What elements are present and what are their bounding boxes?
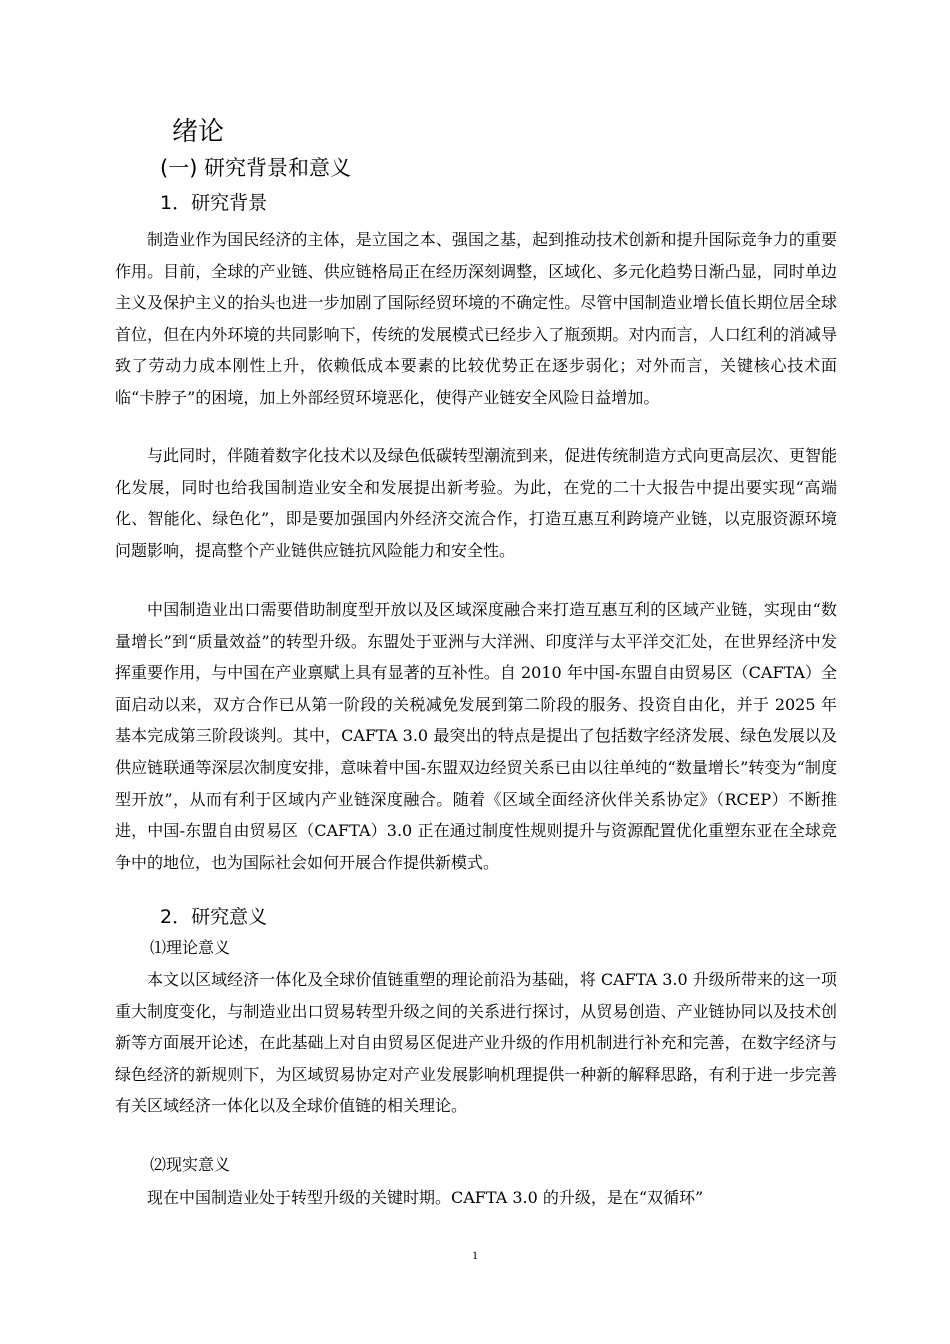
practice-heading: ⑵现实意义 [150, 1155, 231, 1174]
paragraph-background-2: 与此同时，伴随着数字化技术以及绿色低碳转型潮流到来，促进传统制造方式向更高层次、更智能化发展，同时也给我国制造业安全和发展提出新考验。为此，在党的二十大报告中提出要实现“高端化、智能化、绿色化”，即是要加强国内外经济交流合作，打造互惠互利跨境产业链，以克服资源环境问题影响，提高整个产业链供应链抗风险能力和安全性。 [115, 446, 837, 560]
paragraph-practice: 现在中国制造业处于转型升级的关键时期。CAFTA 3.0 的升级，是在“双循环” [147, 1188, 704, 1207]
paragraph-background-1: 制造业作为国民经济的主体，是立国之本、强国之基，起到推动技术创新和提升国际竞争力的重要作用。目前，全球的产业链、供应链格局正在经历深刻调整，区域化、多元化趋势日渐凸显，同时单边主义及保护主义的抬头也进一步加剧了国际经贸环境的不确定性。尽管中国制造业增长值长期位居全球首位，但在内外环境的共同影响下，传统的发展模式已经步入了瓶颈期。对内而言，人口红利的消减导致了劳动力成本刚性上升，依赖低成本要素的比较优势正在逐步弱化；对外而言，关键核心技术面临“卡脖子”的困境，加上外部经贸环境恶化，使得产业链安全风险日益增加。 [115, 230, 837, 407]
subsection-heading-significance: 2．研究意义 [160, 906, 268, 928]
theory-heading: ⑴理论意义 [150, 938, 231, 957]
chapter-title: 绪论 [172, 117, 225, 147]
paragraph-theory: 本文以区域经济一体化及全球价值链重塑的理论前沿为基础，将 CAFTA 3.0 升级所带来的这一项重大制度变化，与制造业出口贸易转型升级之间的关系进行探讨，从贸易创造、产业链协同以及技术创新等方面展开论述，在此基础上对自由贸易区促进产业升级的作用机制进行补充和完善，在数字经济与绿色经济的新规则下，为区域贸易协定对产业发展影响机理提供一种新的解释思路，有利于进一步完善有关区域经济一体化以及全球价值链的相关理论。 [115, 970, 837, 1116]
page-number: 1 [472, 1248, 478, 1262]
section-heading: (一) 研究背景和意义 [160, 156, 352, 180]
subsection-heading-background: 1．研究背景 [160, 192, 268, 214]
paragraph-background-3: 中国制造业出口需要借助制度型开放以及区域深度融合来打造互惠互利的区域产业链，实现由“数量增长”到“质量效益”的转型升级。东盟处于亚洲与大洋洲、印度洋与太平洋交汇处，在世界经济中发挥重要作用，与中国在产业禀赋上具有显著的互补性。自 2010 年中国-东盟自由贸易区（CAFTA）全面启动以来，双方合作已从第一阶段的关税减免发展到第二阶段的服务、投资自由化，并于 2025 年基本完成第三阶段谈判。其中，CAFTA 3.0 最突出的特点是提出了包括数字经济发展、绿色发展以及供应链联通等深层次制度安排，意味着中国-东盟双边经贸关系已由以往单纯的“数量增长”转变为“制度型开放”，从而有利于区域内产业链深度融合。随着《区域全面经济伙伴关系协定》（RCEP）不断推进，中国-东盟自由贸易区（CAFTA）3.0 正在通过制度性规则提升与资源配置优化重塑东亚在全球竞争中的地位，也为国际社会如何开展合作提供新模式。 [115, 600, 837, 872]
